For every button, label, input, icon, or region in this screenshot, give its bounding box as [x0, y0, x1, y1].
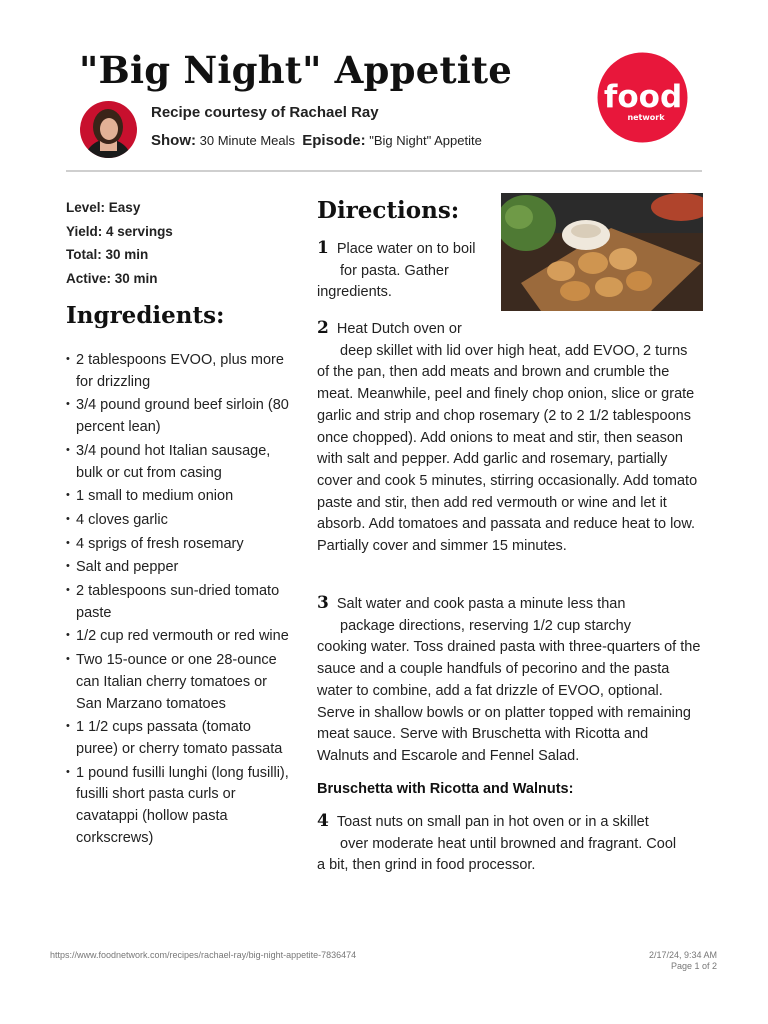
ingredient-item: • 1 small to medium onion — [66, 486, 296, 508]
footer-url[interactable]: https://www.foodnetwork.com/recipes/rachael-ray/big-night-appetite-7836474 — [50, 950, 357, 960]
recipe-meta — [66, 196, 173, 291]
ingredient-item: • 1/2 cup red vermouth or red wine — [66, 626, 296, 648]
page-number: Page 1 of 2 — [670, 961, 717, 971]
ingredient-item: • 4 cloves garlic — [66, 510, 296, 532]
svg-text:network: network — [627, 113, 665, 122]
bruschetta-subheading: Bruschetta with Ricotta and Walnuts: — [317, 781, 574, 797]
ingredients-heading: Ingredients: — [66, 302, 225, 329]
print-date: 2/17/24, 9:34 AM — [648, 950, 717, 960]
active-time-row: Active: 30 min — [66, 271, 158, 287]
ingredient-item: • Two 15-ounce or one 28-ounce can Italian cherry tomatoes or San Marzano tomatoes — [66, 650, 296, 715]
ingredient-item: • 4 sprigs of fresh rosemary — [66, 534, 296, 556]
show-name[interactable]: 30 Minute Meals — [199, 133, 296, 148]
directions-heading: Directions: — [317, 197, 460, 224]
ingredient-item: • 2 tablespoons sun-dried tomato paste — [66, 581, 296, 624]
recipe-courtesy: Recipe courtesy of Rachael Ray — [151, 104, 379, 121]
food-network-logo[interactable] — [597, 52, 688, 143]
level-row: Level: Easy — [66, 200, 141, 215]
ingredient-item: • 3/4 pound ground beef sirloin (80 percent lean) — [66, 395, 296, 438]
direction-step-4: 4 Toast nuts on small pan in hot oven or in a skillet over moderate heat until browned and fragrant. Cool a bit, then grind in food processor. — [317, 811, 677, 874]
header-divider — [66, 170, 702, 172]
svg-text:food: food — [603, 79, 683, 115]
direction-step-1: 1 Place water on to boil for pasta. Gather ingredients. — [317, 238, 476, 301]
ingredients-list — [66, 350, 296, 851]
footer-timestamp — [649, 950, 717, 972]
ingredient-item: • 2 tablespoons EVOO, plus more for drizzling — [66, 350, 296, 393]
direction-step-3: 3 Salt water and cook pasta a minute less than package directions, reserving 1/2 cup starchy cooking water. Toss drained pasta with three-quarters of the sauce and a couple handfuls of pecorino and the pasta water to combine, add a fat drizzle of EVOO, optional. Serve in shallow bowls or on platter topped with remaining meat sauce. Serve with Bruschetta with Ricotta and Walnuts and Escarole and Fennel Salad. — [317, 593, 701, 764]
total-time-row: Total: 30 min — [66, 247, 149, 263]
ingredient-item: • 1 1/2 cups passata (tomato puree) or cherry tomato passata — [66, 717, 296, 760]
direction-step-2: 2 Heat Dutch oven or deep skillet with lid over high heat, add EVOO, 2 turns of the pan, then add meats and brown and crumble the meat. Meanwhile, peel and finely chop onion, slice or grate garlic and strip and chop rosemary (2 to 2 1/2 tablespoons once chopped). Add onions to meat and stir, then season with salt and pepper. Add garlic and rosemary, partially cover and cook 5 minutes, stirring occasionally. Add tomato paste and stir, then add red vermouth or wine and let it absorb. Add tomatoes and passata and reduce heat to low. Partially cover and simmer 15 minutes. — [317, 318, 698, 555]
chef-avatar — [80, 101, 137, 158]
ingredient-item: • 3/4 pound hot Italian sausage, bulk or cut from casing — [66, 441, 296, 484]
show-label: Show: — [151, 132, 196, 149]
yield-row: Yield: 4 servings — [66, 223, 173, 239]
recipe-title: "Big Night" Appetite — [79, 48, 513, 92]
ingredient-item: • Salt and pepper — [66, 557, 296, 579]
ingredient-item: • 1 pound fusilli lunghi (long fusilli), fusilli short pasta curls or cavatappi (hollow pasta corkscrews) — [66, 763, 296, 850]
show-episode-line — [151, 132, 482, 149]
episode-name[interactable]: "Big Night" Appetite — [369, 133, 482, 148]
episode-label: Episode: — [302, 132, 366, 149]
